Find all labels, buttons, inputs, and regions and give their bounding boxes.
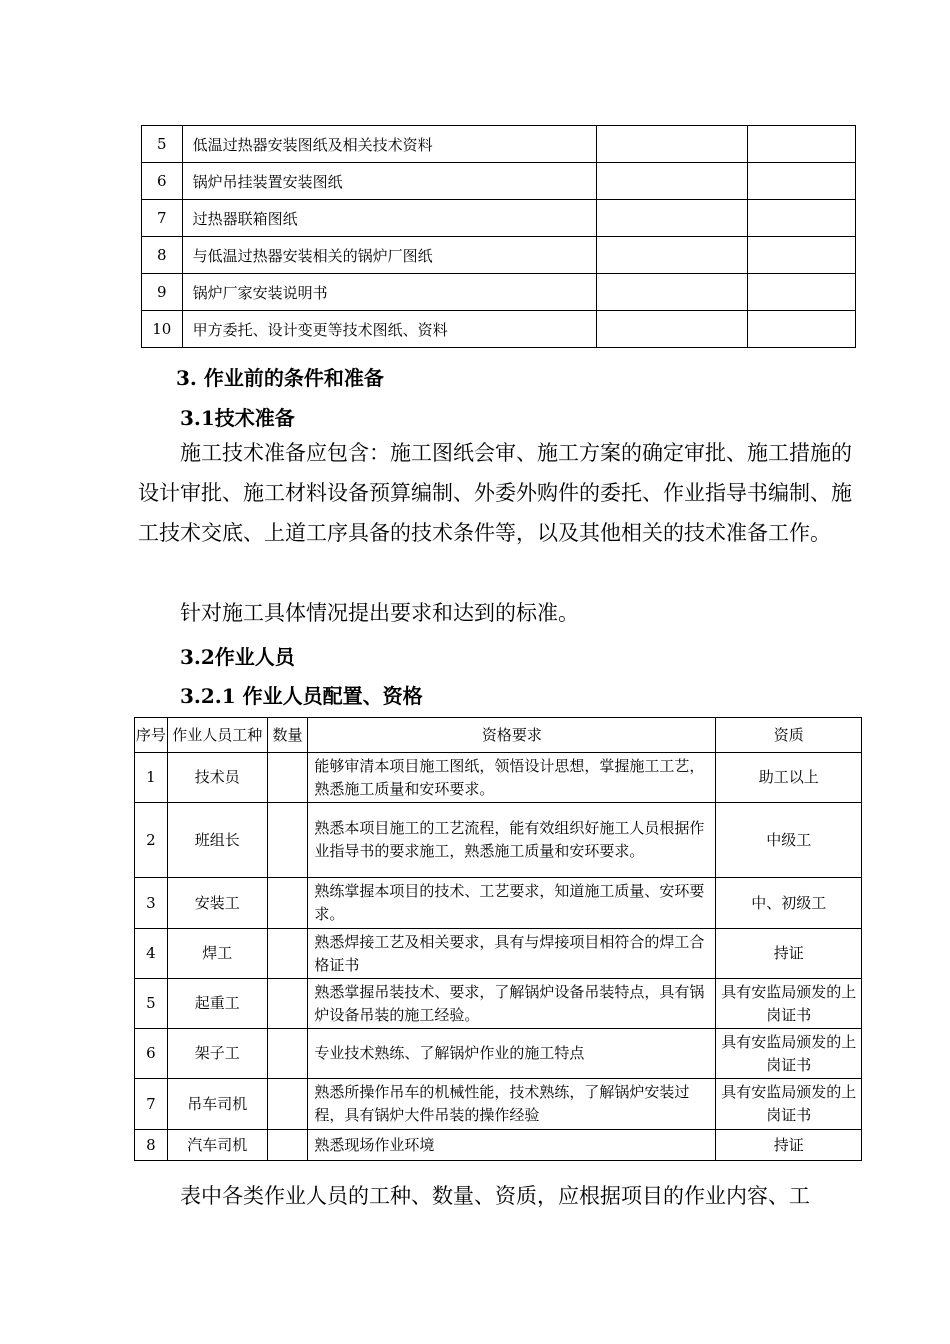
header-qualification: 资质 — [716, 718, 862, 753]
table-row — [135, 878, 862, 929]
row-number: 8 — [142, 237, 183, 274]
document-name: 甲方委托、设计变更等技术图纸、资料 — [182, 311, 596, 348]
subsection-heading: 3.2作业人员 — [180, 645, 295, 669]
row-number: 7 — [135, 1079, 168, 1130]
staff-requirement: 熟悉掌握吊装技术、要求，了解锅炉设备吊装特点，具有锅炉设备吊装的施工经验。 — [308, 979, 716, 1029]
staff-qualification: 具有安监局颁发的上岗证书 — [716, 1079, 862, 1130]
row-number: 7 — [142, 200, 183, 237]
staff-qualification: 中级工 — [716, 803, 862, 878]
staff-qualification: 持证 — [716, 1130, 862, 1161]
empty-cell — [747, 126, 855, 163]
empty-cell — [596, 126, 747, 163]
document-name: 低温过热器安装图纸及相关技术资料 — [182, 126, 596, 163]
staff-qty — [267, 753, 308, 803]
header-type: 作业人员工种 — [167, 718, 267, 753]
row-number: 3 — [135, 878, 168, 929]
document-name: 过热器联箱图纸 — [182, 200, 596, 237]
staff-qty — [267, 878, 308, 929]
closing-paragraph: 表中各类作业人员的工种、数量、资质，应根据项目的作业内容、工 — [180, 1184, 810, 1208]
row-number: 6 — [142, 163, 183, 200]
row-number: 5 — [142, 126, 183, 163]
staff-type: 焊工 — [167, 929, 267, 979]
table-row — [142, 163, 856, 200]
table-row — [135, 929, 862, 979]
staff-qty — [267, 803, 308, 878]
table-row — [135, 803, 862, 878]
table-row — [135, 1029, 862, 1079]
header-requirement: 资格要求 — [308, 718, 716, 753]
staff-type: 起重工 — [167, 979, 267, 1029]
row-number: 4 — [135, 929, 168, 979]
staff-type: 技术员 — [167, 753, 267, 803]
table-row — [142, 274, 856, 311]
row-number: 10 — [142, 311, 183, 348]
table-row — [142, 200, 856, 237]
header-no: 序号 — [135, 718, 168, 753]
section-heading: 3. 作业前的条件和准备 — [176, 366, 384, 390]
document-name: 与低温过热器安装相关的锅炉厂图纸 — [182, 237, 596, 274]
table-row — [142, 237, 856, 274]
staff-requirement: 能够审清本项目施工图纸，领悟设计思想，掌握施工工艺，熟悉施工质量和安环要求。 — [308, 753, 716, 803]
table-row — [135, 1079, 862, 1130]
subsection-heading: 3.2.1 作业人员配置、资格 — [180, 684, 423, 708]
staff-qty — [267, 979, 308, 1029]
staff-type: 安装工 — [167, 878, 267, 929]
table-row — [142, 311, 856, 348]
staff-requirement: 熟悉焊接工艺及相关要求，具有与焊接项目相符合的焊工合格证书 — [308, 929, 716, 979]
row-number: 2 — [135, 803, 168, 878]
staff-qualification: 助工以上 — [716, 753, 862, 803]
row-number: 9 — [142, 274, 183, 311]
staff-type: 架子工 — [167, 1029, 267, 1079]
staff-qualification: 具有安监局颁发的上岗证书 — [716, 1029, 862, 1079]
document-name: 锅炉厂家安装说明书 — [182, 274, 596, 311]
staff-type: 班组长 — [167, 803, 267, 878]
paragraph: 针对施工具体情况提出要求和达到的标准。 — [180, 601, 579, 625]
empty-cell — [747, 237, 855, 274]
staff-qty — [267, 1079, 308, 1130]
table-header-row — [135, 718, 862, 753]
staff-requirement: 熟悉本项目施工的工艺流程，能有效组织好施工人员根据作业指导书的要求施工，熟悉施工质量和安环要求。 — [308, 803, 716, 878]
empty-cell — [596, 200, 747, 237]
table-row — [135, 979, 862, 1029]
table-row — [135, 1130, 862, 1161]
empty-cell — [747, 163, 855, 200]
staff-type: 吊车司机 — [167, 1079, 267, 1130]
row-number: 1 — [135, 753, 168, 803]
subsection-heading: 3.1技术准备 — [180, 406, 295, 430]
staff-qualification: 具有安监局颁发的上岗证书 — [716, 979, 862, 1029]
row-number: 6 — [135, 1029, 168, 1079]
empty-cell — [747, 274, 855, 311]
table-row — [135, 753, 862, 803]
row-number: 5 — [135, 979, 168, 1029]
header-qty: 数量 — [267, 718, 308, 753]
document-name: 锅炉吊挂装置安装图纸 — [182, 163, 596, 200]
row-number: 8 — [135, 1130, 168, 1161]
staff-requirement: 熟悉现场作业环境 — [308, 1130, 716, 1161]
empty-cell — [596, 163, 747, 200]
staff-qty — [267, 1029, 308, 1079]
empty-cell — [596, 311, 747, 348]
staff-type: 汽车司机 — [167, 1130, 267, 1161]
empty-cell — [596, 274, 747, 311]
table-row — [142, 126, 856, 163]
staff-requirement: 专业技术熟练、了解锅炉作业的施工特点 — [308, 1029, 716, 1079]
empty-cell — [596, 237, 747, 274]
staff-qty — [267, 929, 308, 979]
document-list-table — [141, 125, 856, 348]
empty-cell — [747, 200, 855, 237]
staff-requirement: 熟悉所操作吊车的机械性能，技术熟练，了解锅炉安装过程，具有锅炉大件吊装的操作经验 — [308, 1079, 716, 1130]
staff-qualification: 持证 — [716, 929, 862, 979]
staff-qty — [267, 1130, 308, 1161]
staff-requirement: 熟练掌握本项目的技术、工艺要求，知道施工质量、安环要求。 — [308, 878, 716, 929]
paragraph: 施工技术准备应包含：施工图纸会审、施工方案的确定审批、施工措施的设计审批、施工材料设备预算编制、外委外购件的委托、作业指导书编制、施工技术交底、上道工序具备的技术条件等，以及其他相关的技术准备工作。 — [138, 441, 852, 545]
staff-table — [134, 717, 862, 1161]
empty-cell — [747, 311, 855, 348]
staff-qualification: 中、初级工 — [716, 878, 862, 929]
